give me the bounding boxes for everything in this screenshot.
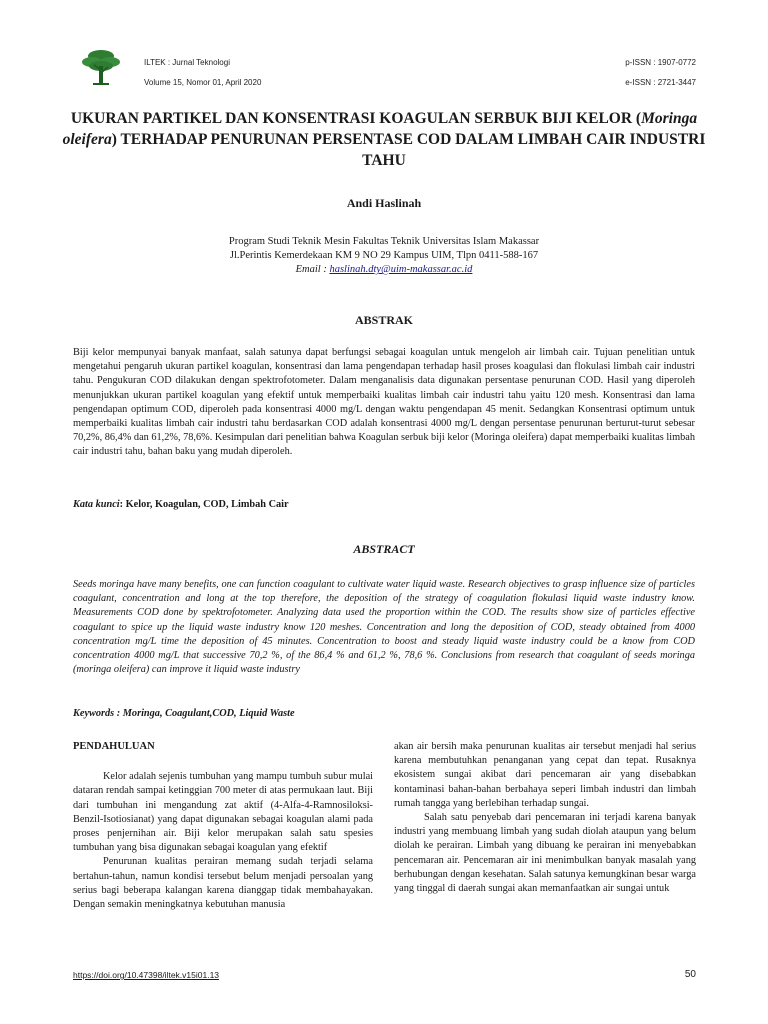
- doi-footer: [73, 970, 219, 980]
- email-label: Email :: [295, 264, 330, 275]
- body-column-left: [73, 740, 373, 912]
- body-column-right: [394, 740, 696, 896]
- page-number: 50: [684, 969, 696, 980]
- p-issn: p-ISSN : 1907-0772: [625, 58, 696, 67]
- abstract-body: Seeds moringa have many benefits, one can function coagulant to cultivate water liquid waste. Research objectives to grasp influence size of particles coagulant, concentration and long at the top therefore, the deposition of the strategy of coagulation flokulasi liquid waste industry know. Measurements COD done by spektrofotometer. Analyzing data used the proportion within the COD. The results show size of particles effective coagulant to spice up the liquid waste industry know 120 meshes. Concentration and long the deposition of COD, steady obtained from 4000 concentration mg/L time the deposition of 45 minutes. Concentration to boost and steady liquid waste industry could be a know from COD concentration 4000 mg/L that successive 70,2 %, of the 86,4 % and 61,2 %, 78,6 %. Conclusions from research that coagulant of seeds moringa (moringa oleifera) can improve it liquid waste industry: [73, 579, 695, 676]
- title-italic-species: Moringa oleifera: [62, 110, 698, 148]
- journal-volume: Volume 15, Nomor 01, April 2020: [144, 78, 262, 87]
- keywords: Keywords : Moringa, Coagulant,COD, Liquid Waste: [73, 708, 295, 719]
- affiliation-line-1: Program Studi Teknik Mesin Fakultas Teknik Universitas Islam Makassar: [228, 236, 540, 247]
- body-paragraph: Kelor adalah sejenis tumbuhan yang mampu tumbuh subur mulai dataran rendah sampai ketinggian 700 meter di atas permukaan laut. Biji dari tumbuhan ini mengandung zat aktif (4-Alfa-4-Ramnosiloksi-Benzil-Isotiosianat) yang dapat digunakan sebagai koagulan alami pada proses penjernihan air. Biji kelor merupakan salah satu spesies tumbuhan yang bisa digunakan sebagai koagulan yang efektif: [73, 771, 373, 854]
- affiliation-line-2: Jl.Perintis Kemerdekaan KM 9 NO 29 Kampus UIM, Tlpn 0411-588-167: [229, 250, 539, 261]
- title-part-1: UKURAN PARTIKEL DAN KONSENTRASI KOAGULAN SERBUK BIJI KELOR (: [70, 110, 642, 127]
- body-paragraph: Salah satu penyebab dari pencemaran ini terjadi karena banyak industri yang membuang limbah yang sudah diolah ataupun yang belum diolah ke perairan. Limbah yang dibuang ke perairan ini menyebabkan pencemaran air. Pencemaran air ini menimbulkan banyak masalah yang berhubungan dengan kesehatan. Salah satunya kemungkinan besar warga yang tinggal di daerah sungai akan memanfaatkan air sungai untuk: [394, 812, 696, 895]
- journal-name: ILTEK : Jurnal Teknologi: [144, 58, 230, 67]
- doi-link[interactable]: https://doi.org/10.47398/iltek.v15i01.13: [73, 970, 220, 980]
- body-paragraph: akan air bersih maka penurunan kualitas air tersebut menjadi hal serius karena membutuhkan penanganan yang cepat dan tepat. Rusaknya ekosistem sungai akibat dari pencemaran air yang disebabkan kontaminasi bahan-bahan berbahaya seperi limbah industri dan limbah rumah tangga yang berlebihan terhadap sungai.: [394, 741, 696, 809]
- paper-title: [60, 108, 708, 171]
- email-link[interactable]: haslinah.dty@uim-makassar.ac.id: [329, 264, 473, 275]
- abstrak-body: Biji kelor mempunyai banyak manfaat, salah satunya dapat berfungsi sebagai koagulan untuk mengeloh air limbah cair. Tujuan penelitian untuk mengetahui pengaruh ukuran partikel koagulan, konsentrasi dan lama pengendapan terhadap hasil proses koagulasi dan flokulasi limbah cair industri tahu. Pengukuran COD dilakukan dengan spektrofotometer. Dalam menganalisis data digunakan persentase penurunan COD. Hasil yang diperoleh menunjukkan ukuran partikel koagulan yang efektif untuk memperbaiki kualitas limbah cair industri tahu yaitu 120 mesh. Konsentrasi dan lama pengendapan optimum COD, diperoleh pada konsentrasi 4000 mg/L dengan waktu pengendapan 45 menit. Sedangkan Konsentrasi optimum untuk memperbaiki kualitas limbah cair industri tahu berdasarkan COD adalah konsentrasi 4000 mg/L dengan persentase penurunan berturut-turut sebesar 70,2%, 86,4% dan 61,2%, 78,6%. Kesimpulan dari penelitian bahwa Koagulan serbuk biji kelor (Moringa oleifera) dapat memperbaiki kualitas limbah cair industri tahu, bahan baku yang mudah diperoleh.: [73, 347, 695, 458]
- title-part-2: ) TERHADAP PENURUNAN PERSENTASE COD DALAM LIMBAH CAIR INDUSTRI TAHU: [111, 131, 706, 169]
- abstrak-heading: ABSTRAK: [354, 313, 413, 327]
- author-name: Andi Haslinah: [346, 196, 422, 210]
- e-issn: e-ISSN : 2721-3447: [625, 78, 696, 87]
- body-paragraph: Penurunan kualitas perairan memang sudah terjadi selama bertahun-tahun, namun kondisi tersebut belum menjadi persoalan yang serius bagi beberapa kalangan karena dianggap tidak membahayakan. Dengan semakin meningkatnya kebutuhan manusia: [73, 856, 373, 911]
- kata-kunci-values: : Kelor, Koagulan, COD, Limbah Cair: [119, 499, 289, 510]
- kata-kunci-label: Kata kunci: [73, 499, 120, 510]
- abstract-heading: ABSTRACT: [353, 542, 415, 556]
- section-heading-pendahuluan: PENDAHULUAN: [73, 741, 155, 752]
- affiliation-email: [0, 263, 768, 277]
- kata-kunci: [73, 499, 695, 510]
- tree-logo-icon: [80, 46, 122, 88]
